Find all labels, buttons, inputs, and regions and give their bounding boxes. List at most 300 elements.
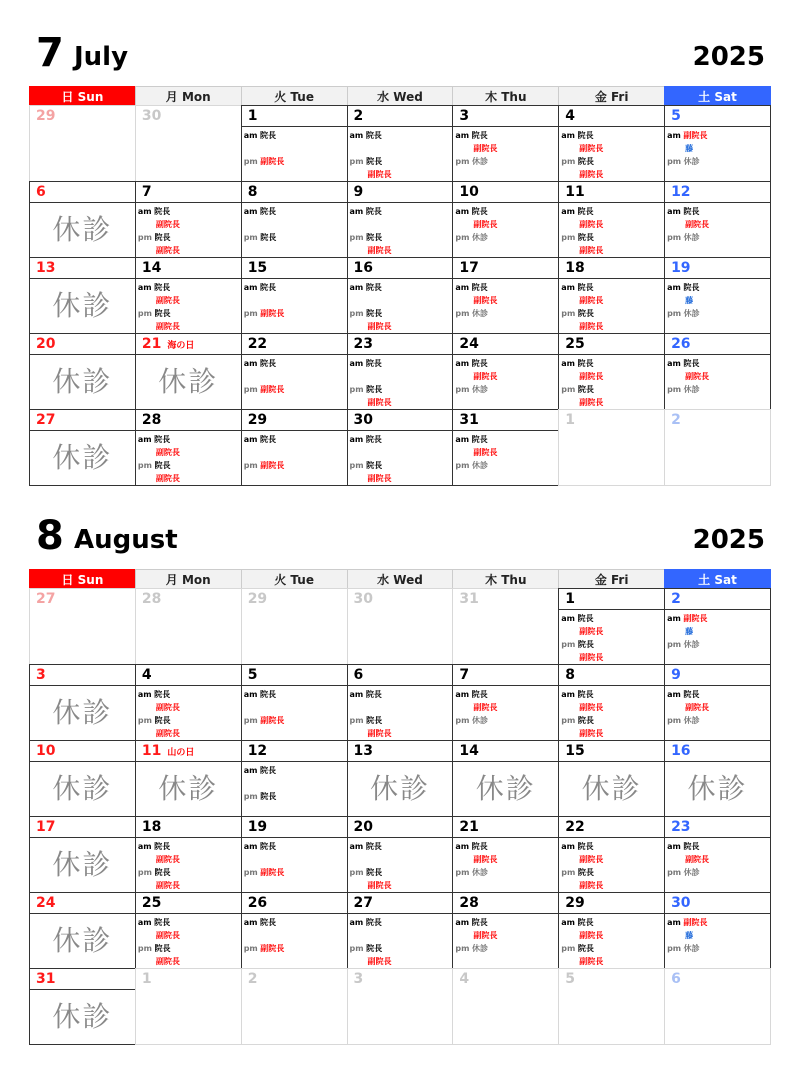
day-number [248,335,267,355]
director: 院長 [577,716,594,725]
day-number [142,183,152,203]
schedule-line [350,231,450,244]
schedule-line [138,916,238,929]
day-schedule [667,612,767,651]
day-number-text: 25 [141,895,162,911]
schedule-line [138,459,238,472]
schedule-line [667,231,767,244]
day-divider [30,761,135,762]
director: 院長 [365,918,382,927]
calendar-day [29,968,136,1045]
pm-label: pm [349,461,364,470]
day-number [565,894,584,914]
day-divider [559,685,664,686]
schedule-line [138,853,238,866]
day-schedule [244,433,344,472]
day-schedule [455,205,555,244]
vice-director: 副院長 [579,855,604,864]
day-divider [136,202,241,203]
day-schedule [667,688,767,727]
day-number [354,970,364,990]
pm-label: pm [243,309,258,318]
day-number-text: 2 [671,591,681,607]
vice-director: 副院長 [155,931,180,940]
director: 院長 [154,435,171,444]
day-number [671,590,681,610]
schedule-line [350,244,450,257]
vice-director: 副院長 [367,957,392,966]
director: 院長 [154,233,171,242]
day-schedule [138,281,238,333]
calendar-day-outside [135,588,242,665]
day-number [459,970,469,990]
schedule-line [350,129,450,142]
calendar-day [452,816,559,893]
day-number-text: 24 [459,336,479,352]
day-schedule [244,840,344,879]
pm-label: pm [349,157,364,166]
calendar-day [452,333,559,410]
am-label: am [455,918,470,927]
day-divider [348,913,453,914]
weekday-header-row [30,86,771,106]
day-number [565,818,584,838]
day-schedule [350,688,450,740]
day-divider [665,761,770,762]
day-divider [665,685,770,686]
director: 院長 [577,233,594,242]
day-number [36,666,46,686]
director: 院長 [683,283,700,292]
day-number [459,894,478,914]
day-number [671,666,681,686]
pm-label: pm [455,157,470,166]
calendar-day-outside [29,588,136,665]
schedule-line [455,446,555,459]
director: 院長 [577,283,594,292]
schedule-line [350,446,450,459]
day-divider [559,202,664,203]
vice-director: 副院長 [579,881,604,890]
day-schedule [455,129,555,168]
day-schedule [667,129,767,168]
day-number [36,894,55,914]
schedule-line [138,840,238,853]
day-number [565,183,584,203]
schedule-line [667,625,767,638]
day-schedule [350,357,450,409]
am-label: am [455,283,470,292]
director: 院長 [471,283,488,292]
vice-director: 副院長 [579,398,604,407]
day-number [142,335,195,355]
schedule-line [244,383,344,396]
pm-label: pm [667,157,682,166]
am-label: am [561,842,575,851]
day-number [142,894,161,914]
afternoon-closed: 休診 [471,716,488,725]
schedule-line [350,916,450,929]
day-schedule [667,840,767,879]
day-number-text: 7 [459,667,470,683]
closed-label: 休診 [52,924,113,957]
pm-label: pm [137,309,152,318]
day-number-text: 4 [459,971,470,987]
closed-label: 休診 [687,772,748,805]
day-number-text: 13 [36,260,56,276]
schedule-line [350,879,450,892]
day-number [565,107,575,127]
closed-label: 休診 [581,772,642,805]
am-label: am [349,131,364,140]
schedule-line [244,840,344,853]
schedule-line [138,701,238,714]
day-divider [242,837,347,838]
day-schedule [244,129,344,168]
calendar-day [29,257,136,334]
calendar-day-outside [241,588,348,665]
calendar-day [29,181,136,258]
day-number [459,335,478,355]
schedule-line [138,244,238,257]
calendar-day [241,664,348,741]
calendar-day-outside [347,588,454,665]
day-schedule [138,205,238,257]
day-number-text: 21 [459,819,479,835]
am-label: am [561,690,575,699]
calendar-day [452,257,559,334]
day-number-text: 16 [353,260,374,276]
schedule-line [244,446,344,459]
vice-director: 副院長 [473,855,498,864]
day-number-text: 27 [36,412,56,428]
director: 院長 [471,918,488,927]
calendar-day [558,588,665,665]
vice-director: 副院長 [155,448,180,457]
director: 院長 [683,359,700,368]
vice-director: 副院長 [473,931,498,940]
pm-label: pm [561,640,576,649]
calendar-day [558,740,665,817]
day-number [36,411,55,431]
director: 院長 [154,283,171,292]
weekday-mon: 月 Mon [135,86,242,108]
director: 院長 [577,614,594,623]
schedule-line [667,942,767,955]
calendar-day [664,588,771,665]
afternoon-closed: 休診 [683,233,700,242]
vice-director: 副院長 [683,918,708,927]
closed-label: 休診 [52,1000,113,1033]
pm-label: pm [455,309,470,318]
doctor-fuji: 藤 [685,931,694,940]
schedule-line [561,155,661,168]
day-number-text: 12 [247,743,268,759]
schedule-line [244,231,344,244]
am-label: am [243,842,258,851]
day-number [565,259,584,279]
day-number [565,742,584,762]
schedule-line [244,929,344,942]
schedule-line [244,942,344,955]
day-divider [30,685,135,686]
calendar-day [241,409,348,486]
closed-label: 休診 [52,772,113,805]
day-number-text: 27 [353,895,374,911]
schedule-line [561,205,661,218]
day-number [671,411,681,431]
day-divider [453,913,558,914]
pm-label: pm [243,385,258,394]
schedule-line [455,231,555,244]
schedule-line [667,929,767,942]
schedule-line [138,281,238,294]
day-number [248,107,258,127]
schedule-line [244,916,344,929]
pm-label: pm [243,461,258,470]
day-number-text: 25 [565,336,585,352]
day-number-text: 9 [353,184,364,200]
day-number-text: 29 [247,591,268,607]
schedule-line [350,459,450,472]
am-label: am [561,131,575,140]
day-divider [242,126,347,127]
day-number-text: 21 [141,336,162,352]
schedule-line [561,688,661,701]
day-number-text: 30 [353,412,374,428]
schedule-line [244,129,344,142]
day-number [354,335,373,355]
schedule-line [455,916,555,929]
schedule-line [561,840,661,853]
day-number-text: 1 [141,971,152,987]
vice-director: 副院長 [155,703,180,712]
pm-label: pm [243,716,258,725]
weekday-sat: 土 Sat [664,86,771,108]
afternoon-closed: 休診 [471,385,488,394]
schedule-line [244,294,344,307]
am-label: am [243,766,258,775]
schedule-line [455,929,555,942]
director: 院長 [260,233,277,242]
schedule-line [455,142,555,155]
closed-label: 休診 [52,696,113,729]
director: 院長 [366,157,383,166]
day-number [248,970,258,990]
pm-label: pm [243,792,258,801]
calendar-day [452,664,559,741]
pm-label: pm [561,157,576,166]
schedule-line [244,764,344,777]
pm-label: pm [349,868,364,877]
pm-label: pm [455,233,470,242]
pm-label: pm [667,385,682,394]
closed-label: 休診 [52,848,113,881]
day-number [354,894,373,914]
vice-director: 副院長 [579,220,604,229]
day-number-text: 2 [353,108,364,124]
day-schedule [138,916,238,968]
day-number [36,259,55,279]
calendar-day [347,105,454,182]
schedule-line [350,714,450,727]
doctor-fuji: 藤 [685,296,694,305]
pm-label: pm [667,716,682,725]
afternoon-closed: 休診 [471,944,488,953]
calendar-day [29,664,136,741]
day-divider [136,354,241,355]
calendar-day [558,333,665,410]
calendar-day [664,257,771,334]
weekday-tue: 火 Tue [241,86,348,108]
am-label: am [137,207,152,216]
day-number-text: 22 [247,336,268,352]
day-number-text: 9 [671,667,681,683]
calendar-august [30,511,771,1045]
month-year: 2025 [692,525,765,555]
schedule-line [561,320,661,333]
day-number-text: 31 [459,412,479,428]
day-number-text: 2 [247,971,258,987]
director: 院長 [259,435,276,444]
day-number [142,107,161,127]
day-number-text: 16 [671,743,691,759]
calendar-day [241,816,348,893]
director: 院長 [577,640,594,649]
schedule-line [667,281,767,294]
day-divider [559,761,664,762]
day-schedule [350,433,450,485]
calendar-day-outside [135,105,242,182]
director: 院長 [577,385,594,394]
schedule-line [244,357,344,370]
calendar-day [452,181,559,258]
day-number-text: 26 [671,336,691,352]
schedule-line [455,459,555,472]
vice-director: 副院長 [367,474,392,483]
weekday-sun: 日 Sun [29,569,136,591]
schedule-line [244,777,344,790]
day-schedule [561,916,661,968]
day-divider [453,685,558,686]
schedule-line [561,651,661,664]
schedule-line [138,446,238,459]
day-divider [665,354,770,355]
am-label: am [243,690,258,699]
day-number [565,590,575,610]
schedule-line [455,370,555,383]
day-number-text: 20 [353,819,374,835]
vice-director: 副院長 [579,627,604,636]
day-number [671,742,690,762]
vice-director: 副院長 [260,461,285,470]
day-number [36,970,55,990]
schedule-line [244,459,344,472]
day-schedule [667,916,767,955]
schedule-line [350,688,450,701]
day-number [459,183,478,203]
vice-director: 副院長 [155,322,180,331]
director: 院長 [154,868,171,877]
schedule-line [667,612,767,625]
schedule-line [138,307,238,320]
pm-label: pm [561,309,576,318]
am-label: am [349,359,364,368]
day-number-text: 5 [247,667,258,683]
day-schedule [138,433,238,485]
day-schedule [455,357,555,396]
am-label: am [667,690,681,699]
month-header [30,511,771,569]
day-divider [348,430,453,431]
day-number-text: 13 [353,743,374,759]
pm-label: pm [243,157,258,166]
day-schedule [455,688,555,727]
calendar-day [347,740,454,817]
am-label: am [349,918,364,927]
afternoon-closed: 休診 [683,640,700,649]
schedule-line [561,244,661,257]
day-number [459,411,478,431]
day-number [142,259,161,279]
am-label: am [561,614,575,623]
day-number [565,970,575,990]
calendar-day [29,816,136,893]
schedule-line [561,714,661,727]
day-divider [242,278,347,279]
schedule-line [561,638,661,651]
day-number-text: 14 [459,743,479,759]
schedule-line [667,370,767,383]
director: 院長 [365,842,382,851]
director: 院長 [365,131,382,140]
vice-director: 副院長 [685,220,710,229]
day-number [459,742,478,762]
vice-director: 副院長 [683,131,708,140]
day-number-text: 26 [247,895,268,911]
holiday-name: 山の日 [167,748,195,758]
pm-label: pm [455,385,470,394]
day-schedule [561,357,661,409]
day-divider [242,430,347,431]
calendar-day [29,740,136,817]
day-number-text: 11 [565,184,585,200]
closed-label: 休診 [52,289,113,322]
vice-director: 副院長 [579,322,604,331]
closed-label: 休診 [52,441,113,474]
am-label: am [455,842,470,851]
day-number [36,107,55,127]
schedule-line [561,879,661,892]
director: 院長 [259,690,276,699]
schedule-line [244,142,344,155]
am-label: am [667,283,681,292]
calendar-day [452,740,559,817]
day-divider [348,278,453,279]
day-grid [30,106,771,486]
schedule-line [350,281,450,294]
vice-director: 副院長 [579,653,604,662]
schedule-line [667,866,767,879]
calendar-day [135,740,242,817]
pm-label: pm [667,309,682,318]
day-number [248,590,267,610]
director: 院長 [259,766,276,775]
schedule-line [667,916,767,929]
schedule-line [667,294,767,307]
day-number-text: 31 [36,971,56,987]
schedule-line [138,205,238,218]
